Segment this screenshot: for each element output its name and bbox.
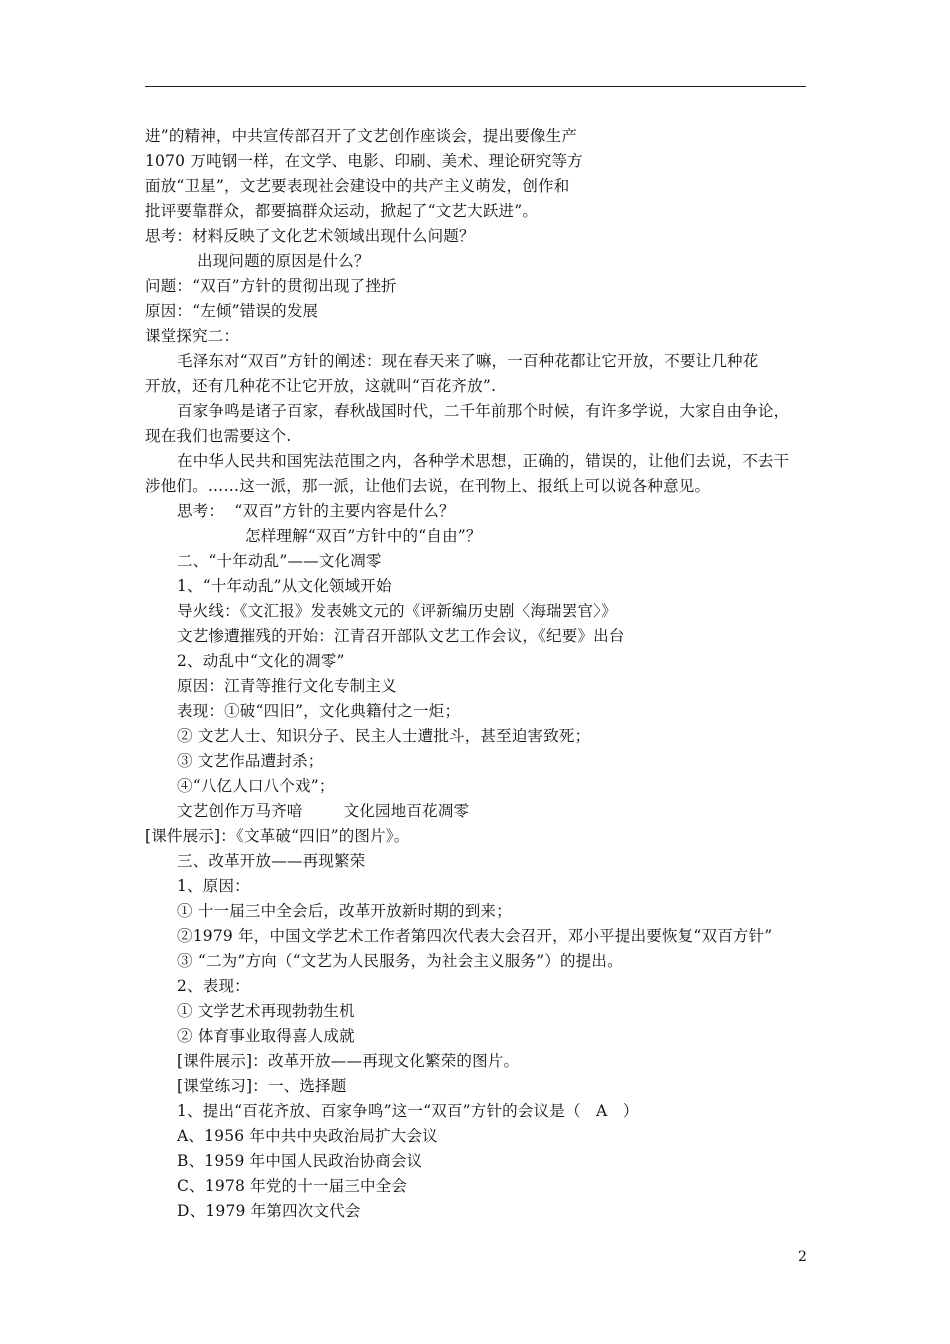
text-line: 1、原因： bbox=[177, 877, 250, 895]
text-line: 思考： “双百”方针的主要内容是什么？ bbox=[177, 502, 455, 520]
text-line: 思考：材料反映了文化艺术领域出现什么问题？ bbox=[145, 227, 475, 245]
text-line: ① 文学艺术再现勃勃生机 bbox=[177, 1002, 355, 1020]
text-line: ③ 文艺作品遭封杀； bbox=[177, 752, 324, 770]
text-line: 怎样理解“双百”方针中的“自由”？ bbox=[245, 527, 482, 545]
text-line: 批评要靠群众，都要搞群众运动，掀起了“文艺大跃进”。 bbox=[145, 202, 539, 220]
text-line: ②1979 年，中国文学艺术工作者第四次代表大会召开，邓小平提出要恢复“双百方针” bbox=[177, 927, 773, 945]
text-line: 开放，还有几种花不让它开放，这就叫“百花齐放”. bbox=[145, 377, 497, 395]
page-number: 2 bbox=[798, 1249, 807, 1265]
text-line: [课件展示]：改革开放——再现文化繁荣的图片。 bbox=[177, 1052, 520, 1070]
option-line: C、1978 年党的十一届三中全会 bbox=[177, 1177, 408, 1195]
text-line: ② 文艺人士、知识分子、民主人士遭批斗，甚至迫害致死； bbox=[177, 727, 591, 745]
text-line: 原因：江青等推行文化专制主义 bbox=[177, 677, 397, 695]
text-line: 文艺惨遭摧残的开始：江青召开部队文艺工作会议，《纪要》出台 bbox=[177, 627, 625, 645]
text-line: 2、表现： bbox=[177, 977, 250, 995]
text-line: 原因：“左倾”错误的发展 bbox=[145, 302, 319, 320]
text-line: [课堂练习]：一、选择题 bbox=[177, 1077, 347, 1095]
text-line: ② 体育事业取得喜人成就 bbox=[177, 1027, 355, 1045]
text-line: 面放“卫星”，文艺要表现社会建设中的共产主义萌发，创作和 bbox=[145, 177, 570, 195]
text-line: 涉他们。……这一派，那一派，让他们去说，在刊物上、报纸上可以说各种意见。 bbox=[145, 477, 711, 495]
header-rule bbox=[145, 86, 806, 87]
text-line: 导火线：《文汇报》发表姚文元的《评新编历史剧〈海瑞罢官〉》 bbox=[177, 602, 617, 620]
section-heading: 课堂探究二： bbox=[145, 327, 240, 345]
option-line: B、1959 年中国人民政治协商会议 bbox=[177, 1152, 423, 1170]
text-line: 问题：“双百”方针的贯彻出现了挫折 bbox=[145, 277, 397, 295]
section-heading: 二、“十年动乱”——文化凋零 bbox=[177, 552, 382, 570]
text-line: 毛泽东对“双百”方针的阐述：现在春天来了嘛，一百种花都让它开放，不要让几种花 bbox=[177, 352, 759, 370]
text-line: 现在我们也需要这个. bbox=[145, 427, 292, 445]
text-line: 在中华人民共和国宪法范围之内，各种学术思想，正确的，错误的，让他们去说，不去干 bbox=[177, 452, 790, 470]
text-line: 进”的精神，中共宣传部召开了文艺创作座谈会，提出要像生产 bbox=[145, 127, 578, 145]
text-line: 文艺创作万马齐喑 文化园地百花凋零 bbox=[177, 802, 470, 820]
option-line: A、1956 年中共中央政治局扩大会议 bbox=[177, 1127, 438, 1145]
text-line: 出现问题的原因是什么？ bbox=[197, 252, 370, 270]
text-line: [课件展示]：《文革破“四旧”的图片》。 bbox=[145, 827, 410, 845]
text-line: 2、动乱中“文化的凋零” bbox=[177, 652, 345, 670]
section-heading: 三、改革开放——再现繁荣 bbox=[177, 852, 366, 870]
text-line: ① 十一届三中全会后，改革开放新时期的到来； bbox=[177, 902, 512, 920]
text-line: 1070 万吨钢一样，在文学、电影、印刷、美术、理论研究等方 bbox=[145, 152, 583, 170]
option-line: D、1979 年第四次文代会 bbox=[177, 1202, 361, 1220]
text-line: 百家争鸣是诸子百家，春秋战国时代，二千年前那个时候，有许多学说，大家自由争论， bbox=[177, 402, 790, 420]
question-line: 1、提出“百花齐放、百家争鸣”这一“双百”方针的会议是（ A ） bbox=[177, 1102, 639, 1120]
text-line: 1、“十年动乱”从文化领域开始 bbox=[177, 577, 392, 595]
text-line: 表现：①破“四旧”，文化典籍付之一炬； bbox=[177, 702, 461, 720]
text-line: ④“八亿人口八个戏”； bbox=[177, 777, 335, 795]
text-line: ③ “二为”方向（“文艺为人民服务，为社会主义服务”）的提出。 bbox=[177, 952, 623, 970]
